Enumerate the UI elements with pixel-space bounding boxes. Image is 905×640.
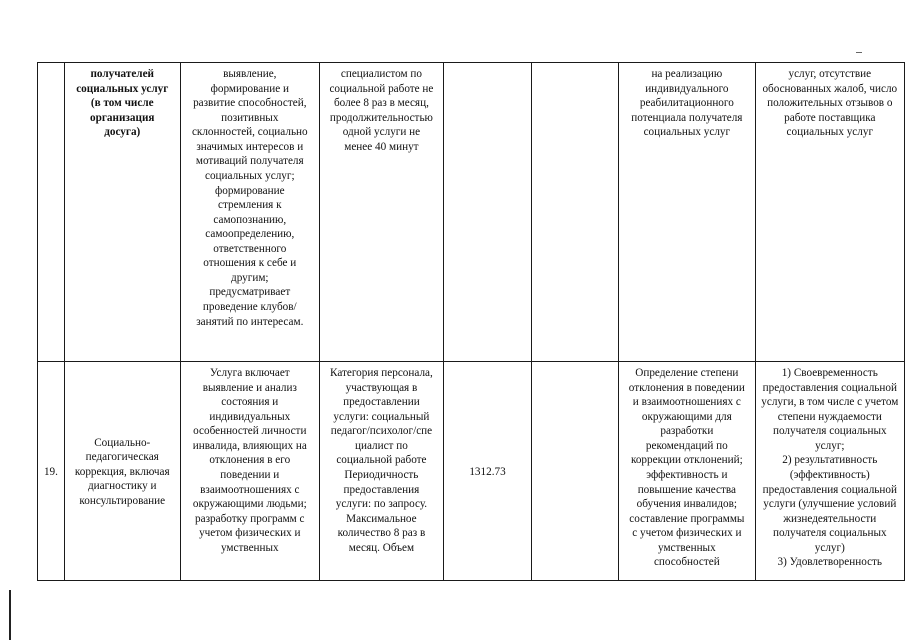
- price-cell: [443, 63, 531, 362]
- row-number-cell: 19.: [38, 362, 65, 581]
- row-number-cell: [38, 63, 65, 362]
- conditions-cell: [532, 63, 619, 362]
- service-description-cell: выявление, формирование и развитие способностей, позитивных склонностей, социально значимых интересов и мотиваций получателя социальных услуг; формирование стремления к самопознанию, самоопределению, ответственного отношения к себе и другим; предусматривает проведение клубов/ занятий по интересам.: [180, 63, 319, 362]
- table-row: [38, 63, 905, 362]
- evaluation-cell: услуг, отсутствие обоснованных жалоб, число положительных отзывов о работе поставщика социальных услуг: [755, 63, 904, 362]
- price-cell: 1312.73: [443, 362, 531, 581]
- quality-criteria-cell: Определение степени отклонения в поведении и взаимоотношениях с окружающими для разработки рекомендаций по коррекции отклонений; эффективность и повышение качества обучения инвалидов; составление программы с учетом физических и умственных способностей: [619, 362, 756, 581]
- evaluation-cell: 1) Своевременность предоставления социальной услуги, в том числе с учетом степени нуждаемости получателя социальных услуг; 2) результативность (эффективность) предоставления социальной услуги (улучшение условий жизнедеятельности получателя социальных услуг) 3) Удовлетворенность: [755, 362, 904, 581]
- service-name-cell: получателей социальных услуг (в том числе организация досуга): [64, 63, 180, 362]
- service-standard-cell: специалистом по социальной работе не более 8 раз в месяц, продолжительностью одной услуги не менее 40 минут: [320, 63, 444, 362]
- conditions-cell: [532, 362, 619, 581]
- service-description-cell: Услуга включает выявление и анализ состояния и индивидуальных особенностей личности инвалида, влияющих на отклонения в его поведении и взаимоотношениях с окружающими людьми; разработку программ с учетом физических и умственных: [180, 362, 319, 581]
- scan-mark: [856, 52, 862, 53]
- service-standard-cell: Категория персонала, участвующая в предоставлении услуги: социальный педагог/психолог/спе циалист по социальной работе Периодичность предоставления услуги: по запросу. Максимальное количество 8 раз в месяц. Объем: [320, 362, 444, 581]
- service-name-cell: Социально- педагогическая коррекция, включая диагностику и консультирование: [64, 362, 180, 581]
- services-table: [37, 62, 905, 581]
- quality-criteria-cell: на реализацию индивидуального реабилитационного потенциала получателя социальных услуг: [619, 63, 756, 362]
- scan-edge-line: [9, 590, 11, 640]
- table-row: [38, 362, 905, 581]
